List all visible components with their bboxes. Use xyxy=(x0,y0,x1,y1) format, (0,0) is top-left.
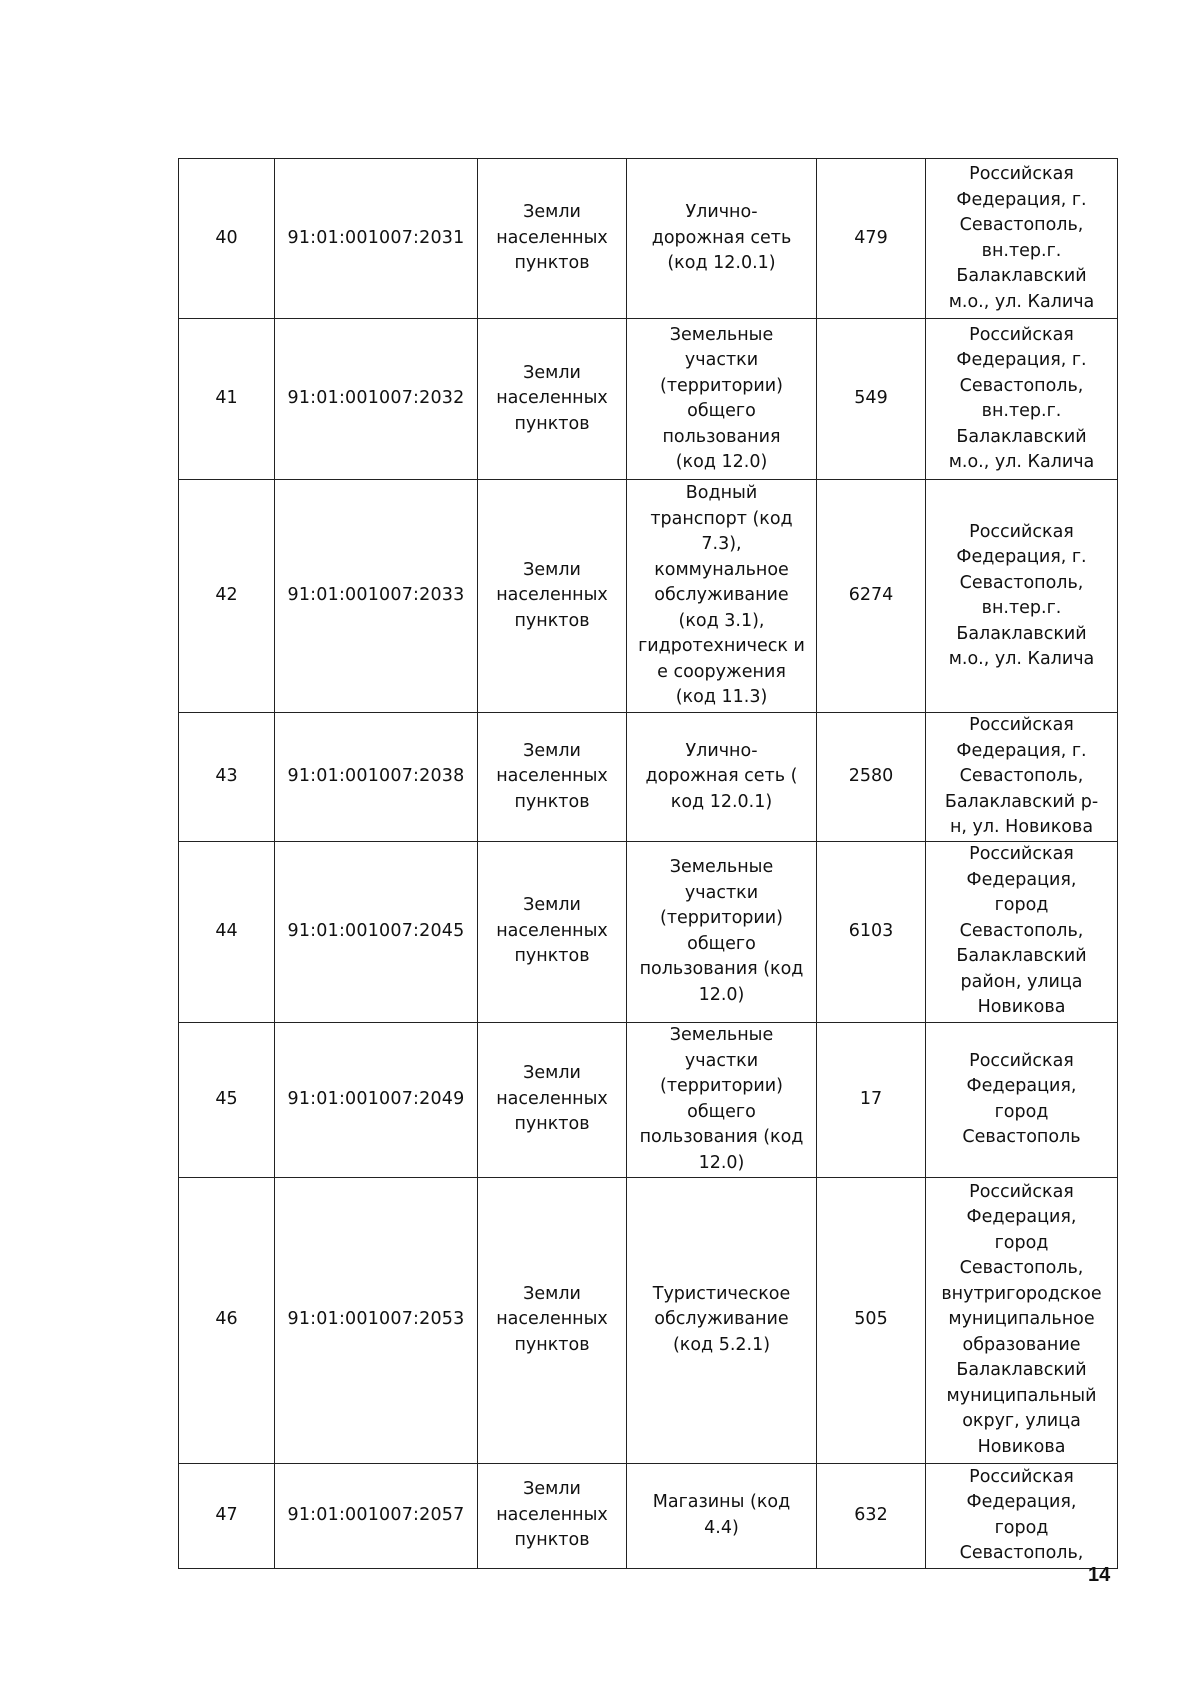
cadastral-number-cell: 91:01:001007:2045 xyxy=(275,841,478,1022)
address-text: Российская Федерация, город Севастополь, xyxy=(959,1466,1084,1563)
land-category-cell xyxy=(478,713,627,842)
address-cell xyxy=(926,1463,1118,1568)
cadastral-number-cell: 91:01:001007:2032 xyxy=(275,319,478,480)
cadastral-number-cell: 91:01:001007:2057 xyxy=(275,1463,478,1568)
row-number-cell: 43 xyxy=(179,713,275,842)
land-category-text: Земли населенных пунктов xyxy=(496,1063,608,1135)
address-cell xyxy=(926,159,1118,319)
address-text: Российская Федерация, город Севастополь xyxy=(962,1050,1081,1147)
table-row xyxy=(179,713,1118,842)
area-cell: 505 xyxy=(817,1177,926,1463)
table-row xyxy=(179,1177,1118,1463)
address-cell xyxy=(926,319,1118,480)
address-cell xyxy=(926,1022,1118,1177)
permitted-use-cell xyxy=(627,1463,817,1568)
address-cell xyxy=(926,1177,1118,1463)
address-text: Российская Федерация, город Севастополь, Балаклавский район, улица Новикова xyxy=(956,844,1087,1018)
table-row xyxy=(179,159,1118,319)
area-cell: 2580 xyxy=(817,713,926,842)
table-row xyxy=(179,1022,1118,1177)
area-cell: 479 xyxy=(817,159,926,319)
permitted-use-cell xyxy=(627,841,817,1022)
land-category-cell xyxy=(478,1463,627,1568)
cadastral-number-cell: 91:01:001007:2031 xyxy=(275,159,478,319)
row-number-cell: 40 xyxy=(179,159,275,319)
permitted-use-text: Водный транспорт (код 7.3), коммунальное обслуживание (код 3.1), гидротехническ и е сооружения (код 11.3) xyxy=(638,483,805,708)
cadastral-number-cell: 91:01:001007:2038 xyxy=(275,713,478,842)
table-row xyxy=(179,1463,1118,1568)
land-category-cell xyxy=(478,841,627,1022)
permitted-use-text: Земельные участки (территории) общего пользования (код 12.0) xyxy=(660,324,783,472)
land-category-cell xyxy=(478,1177,627,1463)
land-category-text: Земли населенных пунктов xyxy=(496,1283,608,1355)
area-cell: 6274 xyxy=(817,480,926,713)
address-cell xyxy=(926,480,1118,713)
row-number-cell: 47 xyxy=(179,1463,275,1568)
row-number-cell: 45 xyxy=(179,1022,275,1177)
land-category-cell xyxy=(478,1022,627,1177)
permitted-use-text: Магазины (код 4.4) xyxy=(652,1492,791,1538)
land-plots-table xyxy=(178,158,1118,1569)
area-cell: 632 xyxy=(817,1463,926,1568)
permitted-use-text: Улично- дорожная сеть (код 12.0.1) xyxy=(651,202,792,274)
table-row xyxy=(179,480,1118,713)
row-number-cell: 42 xyxy=(179,480,275,713)
address-text: Российская Федерация, г. Севастополь, вн.тер.г. Балаклавский м.о., ул. Калича xyxy=(948,164,1095,312)
permitted-use-cell xyxy=(627,1022,817,1177)
land-category-cell xyxy=(478,159,627,319)
address-text: Российская Федерация, г. Севастополь, вн.тер.г. Балаклавский м.о., ул. Калича xyxy=(948,521,1095,669)
address-text: Российская Федерация, город Севастополь, внутригородское муниципальное образование Балаклавский муниципальный округ, улица Новикова xyxy=(941,1181,1102,1457)
permitted-use-text: Земельные участки (территории) общего пользования (код 12.0) xyxy=(639,857,804,1005)
permitted-use-text: Земельные участки (территории) общего пользования (код 12.0) xyxy=(639,1025,804,1173)
cadastral-number-cell: 91:01:001007:2053 xyxy=(275,1177,478,1463)
row-number-cell: 41 xyxy=(179,319,275,480)
land-category-cell xyxy=(478,480,627,713)
address-cell xyxy=(926,713,1118,842)
row-number-cell: 44 xyxy=(179,841,275,1022)
permitted-use-cell xyxy=(627,480,817,713)
table-row xyxy=(179,841,1118,1022)
permitted-use-cell xyxy=(627,713,817,842)
permitted-use-cell xyxy=(627,159,817,319)
permitted-use-text: Улично- дорожная сеть ( код 12.0.1) xyxy=(645,740,798,812)
land-category-text: Земли населенных пунктов xyxy=(496,1479,608,1551)
table-row xyxy=(179,319,1118,480)
address-text: Российская Федерация, г. Севастополь, вн.тер.г. Балаклавский м.о., ул. Калича xyxy=(948,324,1095,472)
area-cell: 549 xyxy=(817,319,926,480)
land-category-text: Земли населенных пунктов xyxy=(496,362,608,434)
permitted-use-cell xyxy=(627,1177,817,1463)
area-cell: 6103 xyxy=(817,841,926,1022)
address-text: Российская Федерация, г. Севастополь, Балаклавский р- н, ул. Новикова xyxy=(944,715,1099,837)
land-category-text: Земли населенных пунктов xyxy=(496,895,608,967)
area-cell: 17 xyxy=(817,1022,926,1177)
cadastral-number-cell: 91:01:001007:2049 xyxy=(275,1022,478,1177)
permitted-use-cell xyxy=(627,319,817,480)
page-number: 14 xyxy=(1088,1564,1111,1586)
address-cell xyxy=(926,841,1118,1022)
land-category-text: Земли населенных пунктов xyxy=(496,559,608,631)
land-category-text: Земли населенных пунктов xyxy=(496,202,608,274)
cadastral-number-cell: 91:01:001007:2033 xyxy=(275,480,478,713)
land-category-text: Земли населенных пунктов xyxy=(496,740,608,812)
row-number-cell: 46 xyxy=(179,1177,275,1463)
permitted-use-text: Туристическое обслуживание (код 5.2.1) xyxy=(652,1283,791,1355)
land-category-cell xyxy=(478,319,627,480)
